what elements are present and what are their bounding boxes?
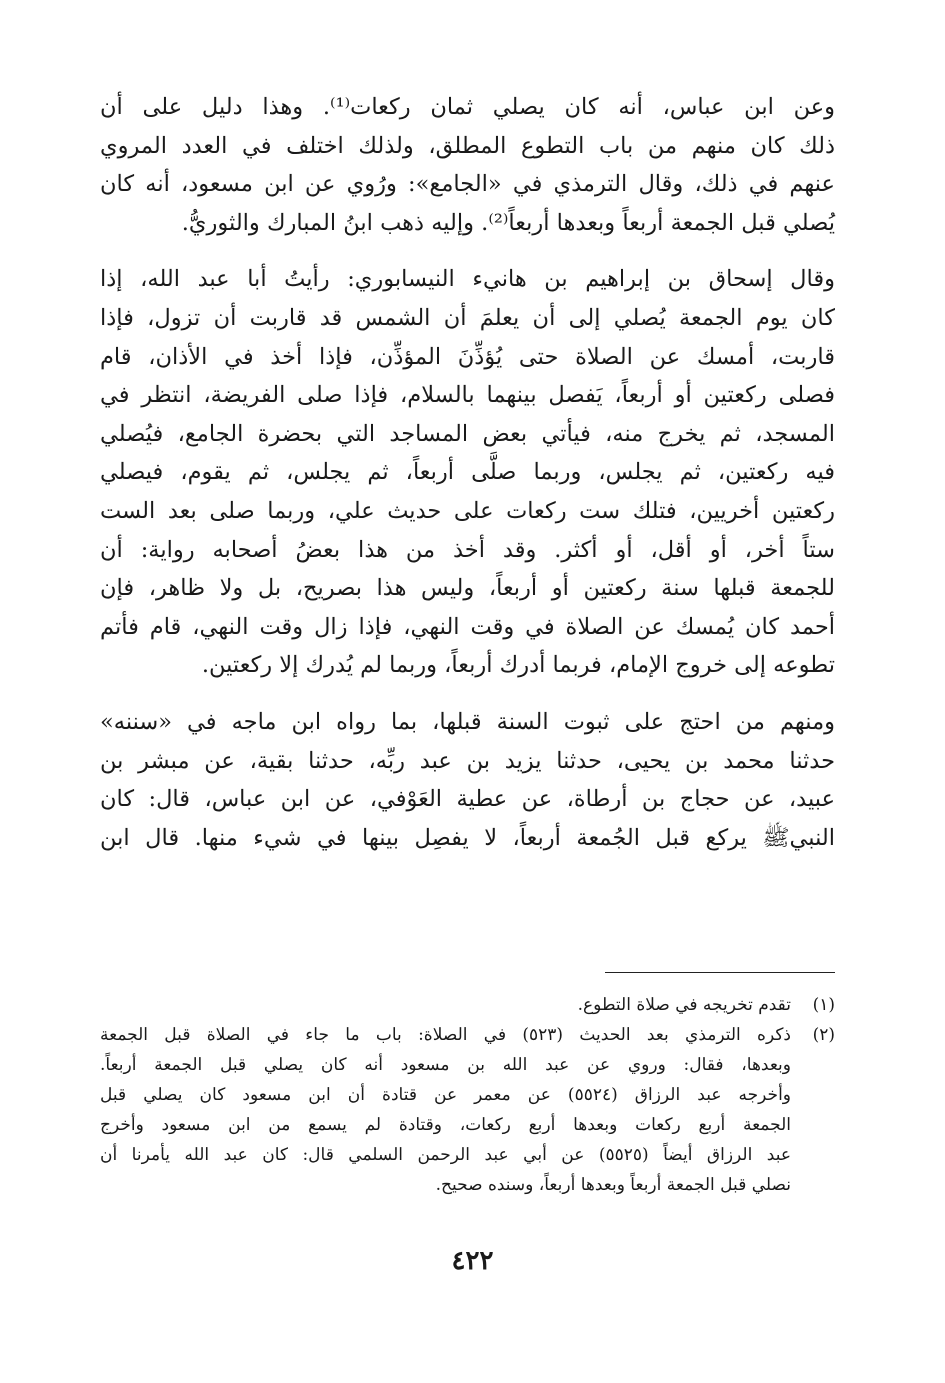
footnote-line: تقدم تخريجه في صلاة التطوع. <box>577 995 791 1015</box>
footnote-body <box>100 1020 791 1200</box>
footnote-1 <box>100 990 835 1020</box>
text-line: فصلى ركعتين أو أربعاً، يَفصل بينهما بالسلام، فإذا صلى الفريضة، انتظر في <box>100 382 835 409</box>
text-line: عنهم في ذلك، وقال الترمذي في «الجامع»: ورُوي عن ابن مسعود، أنه كان <box>100 171 835 198</box>
page-number: ٤٢٢ <box>451 1246 494 1276</box>
paragraph-3 <box>100 703 835 857</box>
text-line: أحمد كان يُمسك عن الصلاة في وقت النهي، فإذا زال وقت النهي، قام فأتم <box>100 613 835 640</box>
footnote-line: عبد الرزاق أيضاً (٥٥٢٥) عن أبي عبد الرحمن السلمي قال: كان عبد الله يأمرنا أن <box>100 1145 792 1165</box>
text-line: النبيﷺ يركع قبل الجُمعة أربعاً، لا يفصِل بينها في شيء منها. قال ابن <box>100 824 835 851</box>
footnote-line: الجمعة أربع ركعات وبعدها أربع ركعات، وقتادة لم يسمع من ابن مسعود وأخرج <box>100 1115 791 1135</box>
text-line: ركعتين أخريين، فتلك ست ركعات على حديث علي، وربما صلى بعد الست <box>100 497 835 524</box>
text-line: تطوعه إلى خروج الإمام، فربما أدرك أربعاً، وربما لم يُدرك إلا ركعتين. <box>201 652 835 679</box>
text-line: قاربت، أمسك عن الصلاة حتى يُؤذِّنَ المؤذِّن، فإذا أخذ في الأذان، قام <box>100 343 835 370</box>
footnote-line: ذكره الترمذي بعد الحديث (٥٢٣) في الصلاة: باب ما جاء في الصلاة قبل الجمعة <box>100 1025 792 1045</box>
footnotes <box>100 990 835 1200</box>
paragraph-2 <box>100 260 835 685</box>
footnote-line: وبعدها، فقال: وروي عن عبد الله بن مسعود أنه كان يصلي قبل الجمعة أربعاً. <box>100 1055 791 1075</box>
text-line: للجمعة قبلها سنة ركعتين أو أربعاً، وليس هذا بصريح، بل ولا ظاهر، فإن <box>100 575 835 602</box>
footnote-line: نصلي قبل الجمعة أربعاً وبعدها أربعاً، وسنده صحيح. <box>435 1175 791 1195</box>
text-line: المسجد، ثم يخرج منه، فيأتي بعض المساجد التي بحضرة الجامع، فيُصلي <box>100 420 835 447</box>
footnote-number: (٢) <box>812 1025 835 1045</box>
footnote-line: وأخرجه عبد الرزاق (٥٥٢٤) عن معمر عن قتادة أن ابن مسعود كان يصلي قبل <box>100 1085 791 1105</box>
footnote-body <box>100 990 791 1020</box>
text-line: ومنهم من احتج على ثبوت السنة قبلها، بما رواه ابن ماجه في «سننه» <box>100 708 835 735</box>
text-line: كان يوم الجمعة يُصلي إلى أن يعلمَ أن الشمس قد قاربت أن تزول، فإذا <box>100 304 835 331</box>
text-line: ستاً أخر، أو أقل، أو أكثر. وقد أخذ من هذا بعضُ أصحابه رواية: أن <box>100 536 835 563</box>
footnote-separator <box>605 972 835 973</box>
footnote-2 <box>100 1020 835 1200</box>
footnote-number: (١) <box>812 995 835 1015</box>
text-line: حدثنا محمد بن يحيى، حدثنا يزيد بن عبد ربِّه، حدثنا بقية، عن مبشر بن <box>100 747 835 774</box>
text-line: ذلك كان منهم من باب التطوع المطلق، ولذلك اختلف في العدد المروي <box>100 132 835 159</box>
text-line: وقال إسحاق بن إبراهيم بن هانيء النيسابوري: رأيتُ أبا عبد الله، إذا <box>100 266 835 293</box>
text-line: عبيد، عن حجاج بن أرطاة، عن عطية العَوْفي، عن ابن عباس، قال: كان <box>100 786 835 813</box>
paragraph-1 <box>100 88 835 242</box>
text-line: يُصلي قبل الجمعة أربعاً وبعدها أربعاً⁽²⁾. وإليه ذهب ابنُ المبارك والثوريُّ. <box>181 209 835 236</box>
text-line: فيه ركعتين، ثم يجلس، وربما صلَّى أربعاً، ثم يجلس، ثم يقوم، فيصلي <box>100 459 835 486</box>
text-line: وعن ابن عباس، أنه كان يصلي ثمان ركعات⁽¹⁾. وهذا دليل على أن <box>100 94 835 120</box>
main-text <box>100 88 835 857</box>
